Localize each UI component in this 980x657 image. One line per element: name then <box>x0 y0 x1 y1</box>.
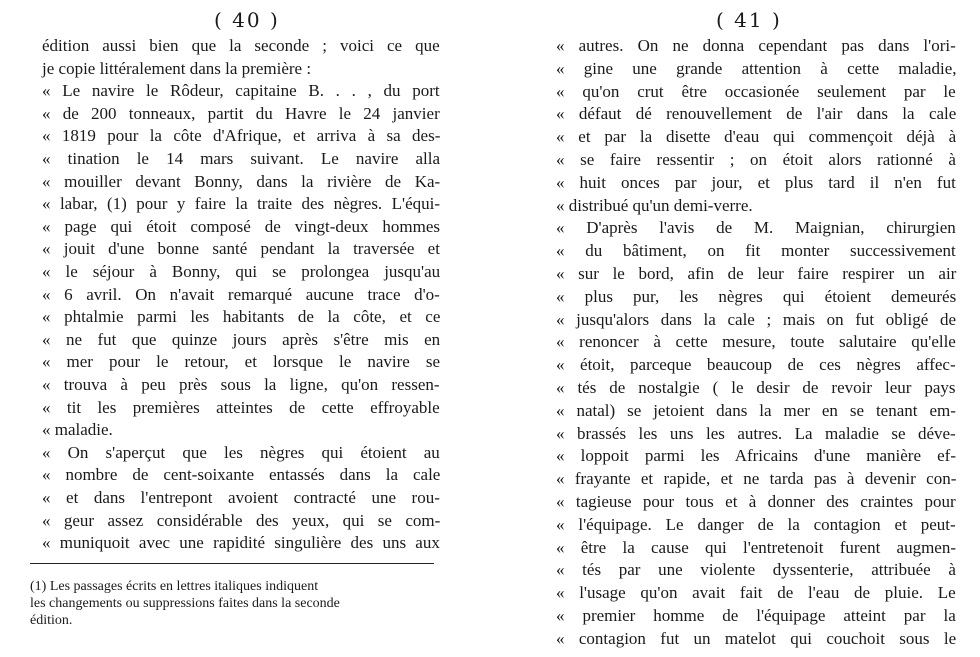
left-page <box>0 0 470 657</box>
text-line: « tit les premières atteintes de cette effroyable <box>42 397 440 417</box>
text-line: « 1819 pour la côte d'Afrique, et arriva à sa des- <box>42 126 441 146</box>
text-line: « le séjour à Bonny, qui se prolongea jusqu'au <box>42 262 441 281</box>
text-line: « labar, (1) pour y faire la traite des nègres. L'équi- <box>42 194 441 214</box>
page-number-left: ( 40 ) <box>214 8 280 32</box>
text-line: « brassés les uns les autres. La maladie se déve- <box>556 423 956 443</box>
text-line: « phtalmie parmi les habitants de la côte, et ce <box>42 307 441 327</box>
text-line: « muniquoit avec une rapidité singulière des uns aux <box>42 533 440 553</box>
text-line: « renoncer à cette mesure, toute salutaire qu'elle <box>556 332 956 352</box>
text-line: « mouiller devant Bonny, dans la rivière de Ka- <box>42 171 441 191</box>
text-line: édition aussi bien que la seconde ; voici ce que <box>42 36 440 55</box>
text-line: « gine une grande attention à cette maladie, <box>556 58 957 78</box>
text-line: « défaut dé renouvellement de l'air dans la cale <box>556 104 957 124</box>
text-line: « et dans l'entrepont avoient contracté une rou- <box>42 488 440 507</box>
text-line: « se faire ressentir ; on étoit alors rationné à <box>556 150 956 169</box>
right-page <box>490 0 980 657</box>
text-line: « autres. On ne donna cependant pas dans l'ori- <box>556 36 956 55</box>
text-line: « de 200 tonneaux, partit du Havre le 24 janvier <box>42 103 440 123</box>
text-line: « qu'on crut être occasionée seulement par le <box>556 81 956 101</box>
page-number-right: ( 41 ) <box>716 8 782 32</box>
text-line: « tagieuse pour tous et à donner des craintes pour <box>556 492 956 511</box>
text-line: « Le navire le Rôdeur, capitaine B. . . , du port <box>42 81 440 101</box>
text-line: « maladie. <box>42 420 113 440</box>
footnote-line: (1) Les passages écrits en lettres italiques indiquent <box>30 579 319 594</box>
footnote-line: édition. <box>30 613 73 628</box>
text-line: « huit onces par jour, et plus tard il n'en fut <box>556 172 956 192</box>
text-line: « distribué qu'un demi-verre. <box>556 195 753 215</box>
text-line: « tés par une violente dyssenterie, attribuée à <box>556 560 956 580</box>
text-line: « jusqu'alors dans la cale ; mais on fut obligé de <box>556 309 956 329</box>
text-line: « jouit d'une bonne santé pendant la traversée et <box>42 239 440 259</box>
text-line: « l'équipage. Le danger de la contagion et peut- <box>556 514 956 534</box>
text-line: « et par la disette d'eau qui commençoit déjà à <box>556 127 957 147</box>
text-line: « On s'aperçut que les nègres qui étoient au <box>42 442 440 462</box>
footnote-rule <box>30 563 434 564</box>
text-line: « du bâtiment, on fit monter successivement <box>556 241 956 261</box>
text-line: « 6 avril. On n'avait remarqué aucune trace d'o- <box>42 284 440 304</box>
text-line: « être la cause qui l'entretenoit furent augmen- <box>556 537 957 557</box>
footnote-line: les changements ou suppressions faites dans la seconde <box>30 596 340 611</box>
text-line: « mer pour le retour, et lorsque le navire se <box>42 352 440 372</box>
text-line: « D'après l'avis de M. Maignian, chirurgien <box>556 218 956 238</box>
text-line: « plus pur, les nègres qui étoient demeurés <box>556 286 957 306</box>
text-line: « l'usage qu'on avait fait de l'eau de pluie. Le <box>556 583 956 603</box>
text-line: « geur assez considérable des yeux, qui se com- <box>42 510 441 530</box>
text-line: « page qui étoit composé de vingt-deux hommes <box>42 216 441 236</box>
text-line: « contagion fut un matelot qui couchoit sous le <box>556 628 957 648</box>
text-line: « nombre de cent-soixante entassés dans la cale <box>42 465 441 485</box>
text-line: « frayante et rapide, et ne tarda pas à devenir con- <box>556 469 957 489</box>
text-line: « loppoit parmi les Africains d'une manière ef- <box>556 446 956 466</box>
text-line: « ne fut que quinze jours après s'être mis en <box>42 329 441 349</box>
text-line: « sur le bord, afin de leur faire respirer un air <box>556 264 957 283</box>
text-line: « tination le 14 mars suivant. Le navire alla <box>42 149 441 168</box>
text-line: « premier homme de l'équipage atteint par la <box>556 606 956 625</box>
text-line: « étoit, parceque beaucoup de ces nègres affec- <box>556 355 956 375</box>
text-line: « tés de nostalgie ( le desir de revoir leur pays <box>556 378 956 397</box>
text-line: je copie littéralement dans la première : <box>42 58 312 78</box>
text-line: « natal) se jetoient dans la mer en se tenant em- <box>556 400 956 420</box>
text-line: « trouva à peu près sous la ligne, qu'on ressen- <box>42 375 440 394</box>
